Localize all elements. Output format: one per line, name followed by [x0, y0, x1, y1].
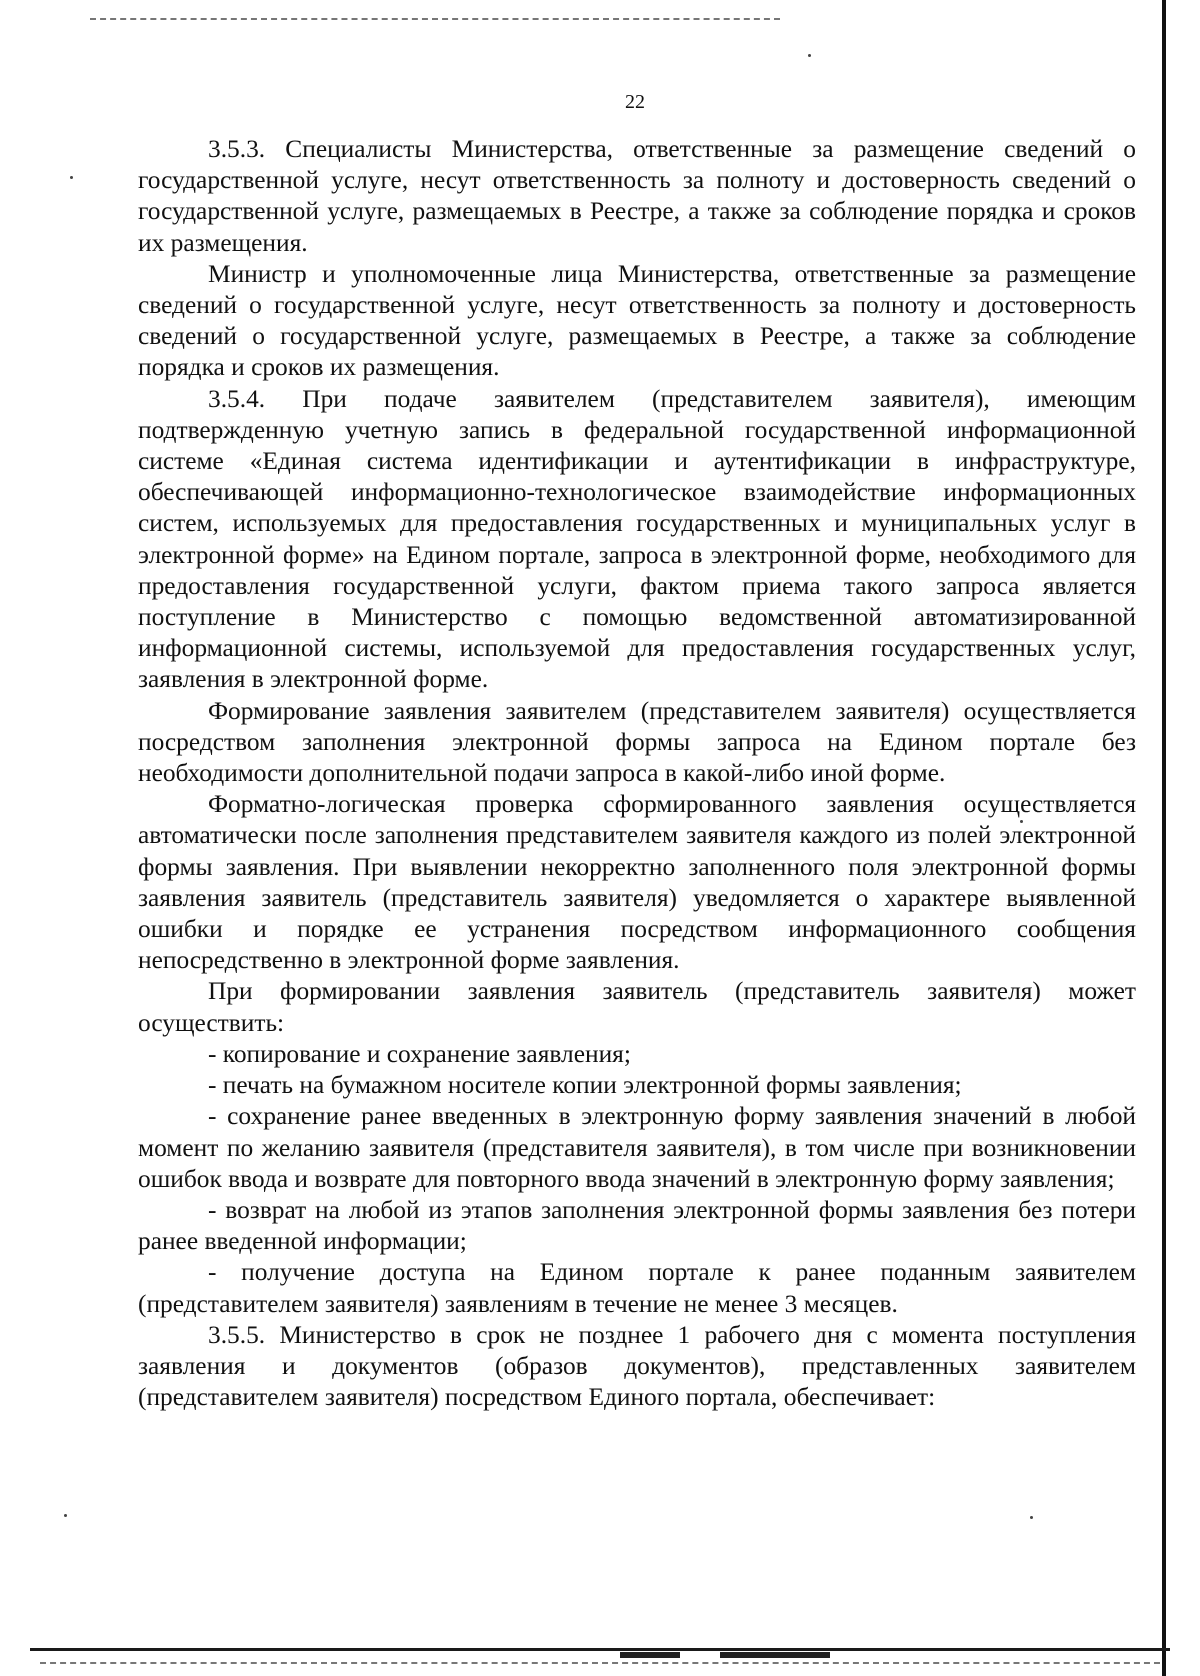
scan-dust-speck: [64, 1514, 67, 1517]
paragraph-minister-responsibility: Министр и уполномоченные лица Министерства, ответственные за размещение сведений о государственной услуге, несут ответственность за полноту и достоверность сведений о государственной услуге, размещаемых в Реестре, а также за соблюдение порядка и сроков их размещения.: [138, 259, 1136, 382]
paragraph-format-logical-check: Форматно-логическая проверка сформированного заявления осуществляется автоматически после заполнения представителем заявителя каждого из полей электронной формы заявления. При выявлении некорректно заполненного поля электронной формы заявления заявитель (представитель заявителя) уведомляется о характере выявленной ошибки и порядке ее устранения посредством информационного сообщения непосредственно в электронной форме заявления.: [138, 790, 1136, 975]
paragraph-3-5-4: 3.5.4. При подаче заявителем (представителем заявителя), имеющим подтвержденную учетную запись в федеральной государственной информационной системе «Единая система идентификации и аутентификации в инфраструктуре, обеспечивающей информационно-технологическое взаимодействие информационных систем, используемых для предоставления государственных и муниципальных услуг в электронной форме» на Едином портале, запроса в электронной форме, необходимого для предоставления государственной услуги, фактом приема такого запроса является поступление в Министерство с помощью ведомственной автоматизированной информационной системы, используемой для предоставления государственных услуг, заявления в электронной форме.: [138, 384, 1136, 694]
scan-dust-speck: [808, 54, 811, 57]
page-number: 22: [625, 91, 645, 113]
paragraph-3-5-5: 3.5.5. Министерство в срок не позднее 1 рабочего дня с момента поступления заявления и документов (образов документов), представленных заявителем (представителем заявителя) посредством Единого портала, обеспечивает:: [138, 1320, 1136, 1412]
scan-artifact-bottom-mark: [620, 1652, 680, 1658]
scan-artifact-right-edge: [1162, 0, 1166, 1676]
list-item: - получение доступа на Едином портале к ранее поданным заявителем (представителем заявителя) заявлениям в течение не менее 3 месяцев.: [138, 1258, 1136, 1318]
scan-artifact-bottom-line: [30, 1648, 1170, 1651]
scan-dust-speck: [1030, 1516, 1033, 1519]
paragraph-application-forming: Формирование заявления заявителем (представителем заявителя) осуществляется посредством заполнения электронной формы запроса на Едином портале без необходимости дополнительной подачи запроса в какой-либо иной форме.: [138, 696, 1136, 788]
list-item: - копирование и сохранение заявления;: [208, 1039, 631, 1068]
paragraph-3-5-3: 3.5.3. Специалисты Министерства, ответственные за размещение сведений о государственной услуге, несут ответственность за полноту и достоверность сведений о государственной услуге, размещаемых в Реестре, а также за соблюдение порядка и сроков их размещения.: [138, 135, 1136, 257]
list-item: - возврат на любой из этапов заполнения электронной формы заявления без потери ранее введенной информации;: [138, 1195, 1136, 1256]
paragraph-applicant-can: При формировании заявления заявитель (представитель заявителя) может осуществить:: [138, 977, 1136, 1037]
list-item: - сохранение ранее введенных в электронную форму заявления значений в любой момент по желанию заявителя (представителя заявителя), в том числе при возникновении ошибок ввода и возврате для повторного ввода значений в электронную форму заявления;: [138, 1102, 1136, 1193]
scan-artifact-top-line: [90, 18, 780, 20]
document-body: [138, 134, 1136, 1413]
scan-artifact-bottom-dashed-line: [40, 1662, 1160, 1664]
scan-dust-speck: [70, 176, 73, 179]
scan-artifact-bottom-mark: [720, 1652, 830, 1658]
list-item: - печать на бумажном носителе копии электронной формы заявления;: [208, 1071, 962, 1100]
